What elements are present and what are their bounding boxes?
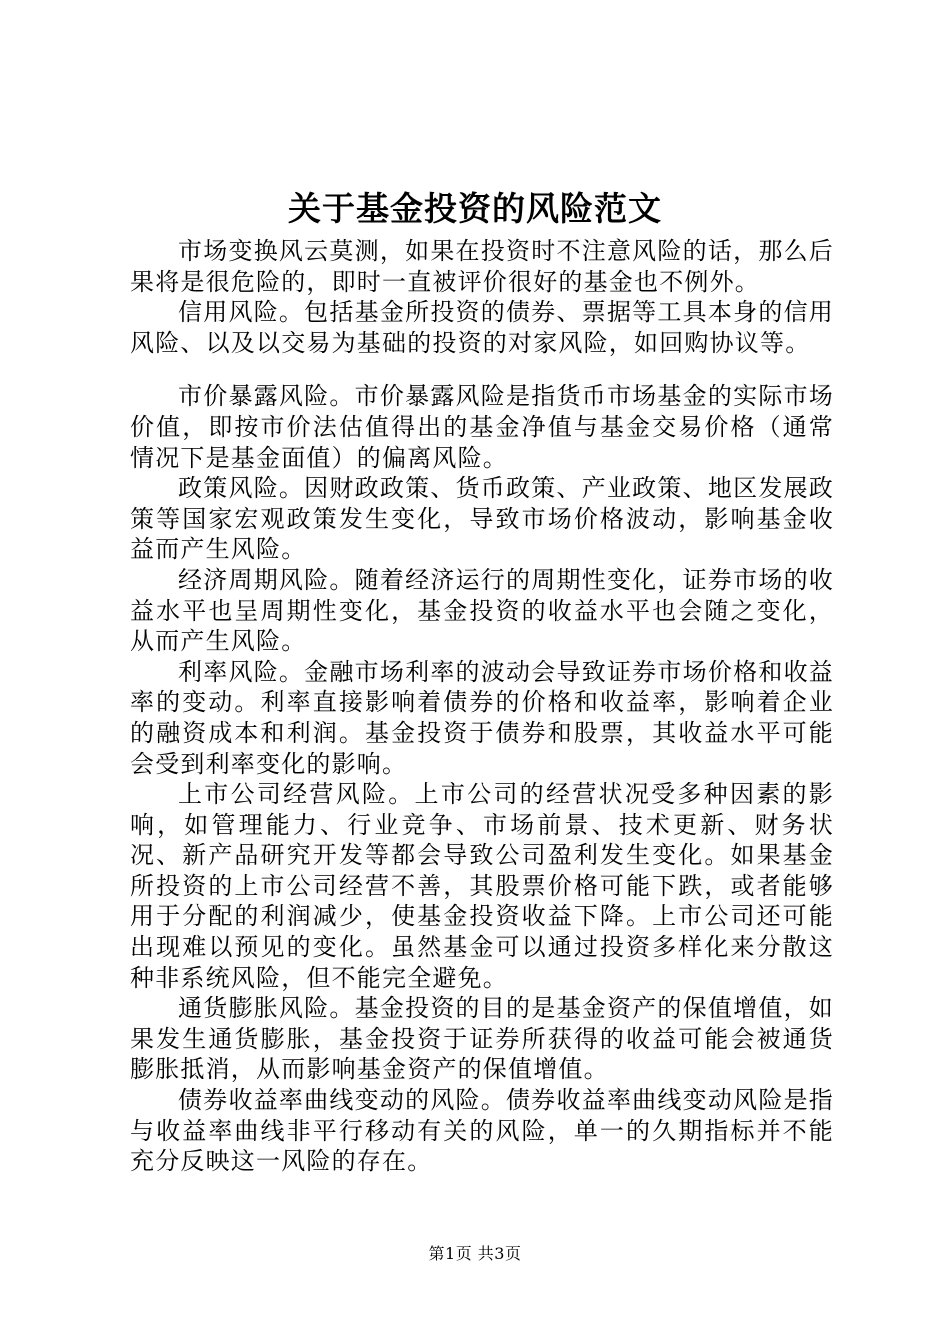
document-body (130, 236, 834, 1177)
paragraph-economic-cycle-risk: 经济周期风险。随着经济运行的周期性变化，证券市场的收益水平也呈周期性变化，基金投资的收益水平也会随之变化，从而产生风险。 (130, 565, 834, 656)
paragraph-market-exposure-risk: 市价暴露风险。市价暴露风险是指货币市场基金的实际市场价值，即按市价法估值得出的基金净值与基金交易价格（通常情况下是基金面值）的偏离风险。 (130, 382, 834, 472)
paragraph-interest-rate-risk: 利率风险。金融市场利率的波动会导致证券市场价格和收益率的变动。利率直接影响着债券的价格和收益率，影响着企业的融资成本和利润。基金投资于债券和股票，其收益水平可能会受到利率变化的影响。 (130, 657, 834, 778)
paragraph-policy-risk: 政策风险。因财政政策、货币政策、产业政策、地区发展政策等国家宏观政策发生变化，导致市场价格波动，影响基金收益而产生风险。 (130, 474, 834, 564)
paragraph-yield-curve-risk: 债券收益率曲线变动的风险。债券收益率曲线变动风险是指与收益率曲线非平行移动有关的风险，单一的久期指标并不能充分反映这一风险的存在。 (130, 1086, 834, 1176)
page-number-footer: 第1页 共3页 (428, 1244, 522, 1263)
paragraph-credit-risk: 信用风险。包括基金所投资的债券、票据等工具本身的信用风险、以及以交易为基础的投资的对家风险，如回购协议等。 (130, 298, 834, 357)
paragraph-company-operation-risk: 上市公司经营风险。上市公司的经营状况受多种因素的影响，如管理能力、行业竞争、市场前景、技术更新、财务状况、新产品研究开发等都会导致公司盈利发生变化。如果基金所投资的上市公司经营不善，其股票价格可能下跌，或者能够用于分配的利润减少，使基金投资收益下降。上市公司还可能出现难以预见的变化。虽然基金可以通过投资多样化来分散这种非系统风险，但不能完全避免。 (130, 780, 834, 992)
document-title: 关于基金投资的风险范文 (288, 189, 662, 228)
paragraph-inflation-risk: 通货膨胀风险。基金投资的目的是基金资产的保值增值，如果发生通货膨胀，基金投资于证券所获得的收益可能会被通货膨胀抵消，从而影响基金资产的保值增值。 (130, 994, 834, 1084)
paragraph-intro: 市场变换风云莫测，如果在投资时不注意风险的话，那么后果将是很危险的，即时一直被评价很好的基金也不例外。 (130, 237, 834, 296)
